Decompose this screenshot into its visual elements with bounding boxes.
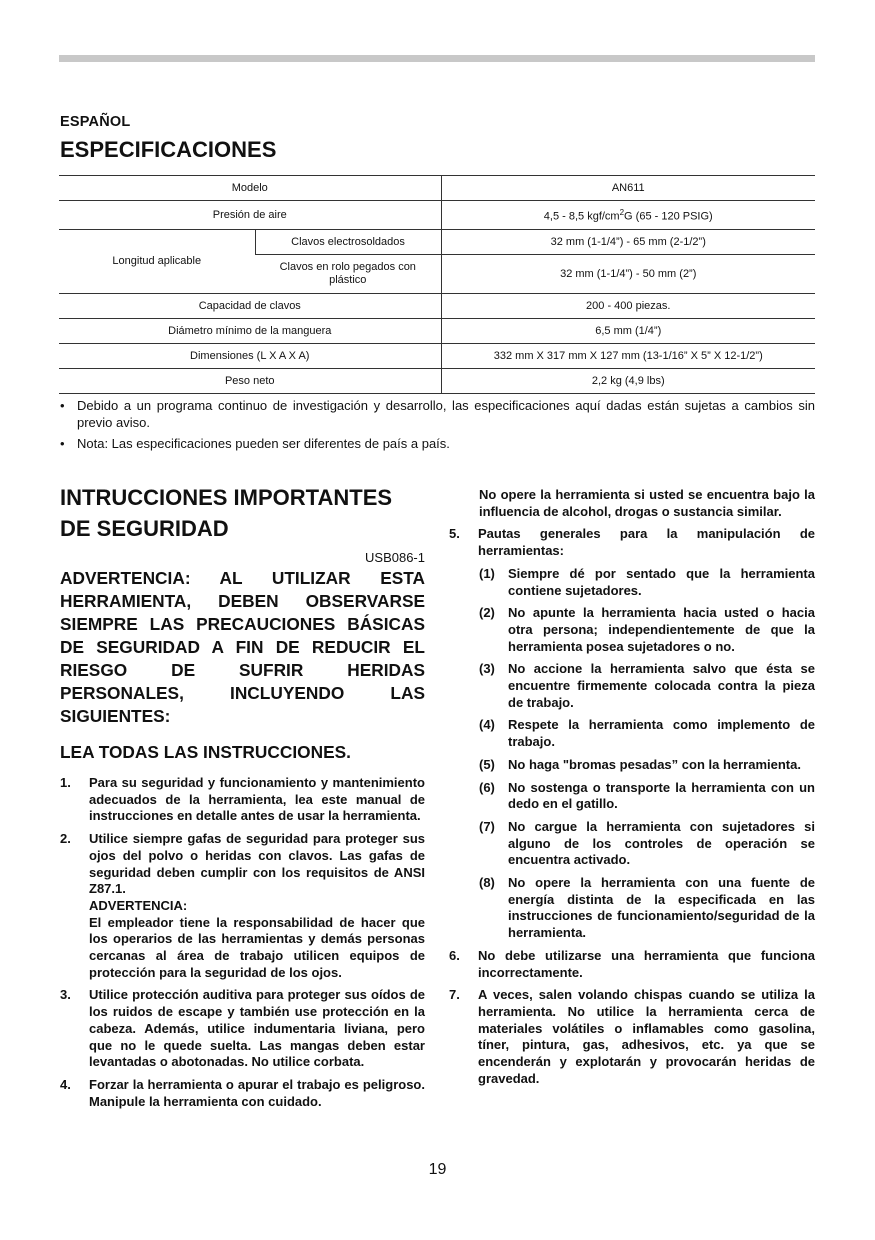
instruction-item-1 bbox=[60, 775, 425, 825]
item-text: Utilice siempre gafas de seguridad para proteger sus ojos del polvo o heridas con clavos. Las gafas de seguridad deben cumplir con los requisitos de ANSI Z87.1. bbox=[89, 831, 425, 897]
item-text: A veces, salen volando chispas cuando se utiliza la herramienta. No utilice la herramienta cerca de materiales volátiles o inflamables como gasolina, tíner, pintura, gas, adhesivos, etc. ya que se encenderán y explotarán y provocarán heridas de gravedad. bbox=[478, 987, 815, 1086]
item-number: 5. bbox=[449, 526, 460, 542]
sub-item-8 bbox=[449, 875, 815, 942]
item-warning-text: El empleador tiene la responsabilidad de hacer que los operarios de las herramientas y demás personas cercanas al área de trabajo utilicen equipos de protección para la seguridad de los ojos. bbox=[89, 914, 425, 980]
spec-label: Diámetro mínimo de la manguera bbox=[59, 319, 441, 344]
sub-item-number: (8) bbox=[479, 875, 495, 891]
spec-value: 32 mm (1-1/4”) - 50 mm (2”) bbox=[441, 255, 815, 294]
spec-label: Peso neto bbox=[59, 369, 441, 394]
item-text: Forzar la herramienta o apurar el trabajo es peligroso. Manipule la herramienta con cuidado. bbox=[89, 1076, 425, 1109]
pressure-superscript: 2 bbox=[619, 208, 625, 218]
page-number: 19 bbox=[428, 1161, 447, 1178]
spec-value: 200 - 400 piezas. bbox=[441, 294, 815, 319]
item-number: 7. bbox=[449, 987, 460, 1003]
spec-label: Modelo bbox=[59, 176, 441, 201]
right-column bbox=[449, 487, 815, 1094]
instruction-item-3 bbox=[60, 987, 425, 1071]
instruction-item-7 bbox=[449, 987, 815, 1087]
pressure-value-b: G (65 - 120 PSIG) bbox=[624, 210, 713, 223]
read-all-heading: LEA TODAS LAS INSTRUCCIONES. bbox=[60, 742, 351, 762]
sub-item-text: Respete la herramienta como implemento de trabajo. bbox=[508, 717, 815, 750]
sub-item-number: (1) bbox=[479, 565, 495, 581]
sub-item-6 bbox=[449, 780, 815, 813]
sub-item-2 bbox=[449, 605, 815, 655]
spec-row-pressure bbox=[59, 201, 815, 230]
sub-item-7 bbox=[449, 819, 815, 869]
warning-paragraph: ADVERTENCIA: AL UTILIZAR ESTA HERRAMIENTA, DEBEN OBSERVARSE SIEMPRE LAS PRECAUCIONES BÁSICAS DE SEGURIDAD A FIN DE REDUCIR EL RIESGO DE SUFRIR HERIDAS PERSONALES, INCLUYENDO LAS SIGUIENTES: bbox=[60, 568, 425, 726]
spec-value: 6,5 mm (1/4”) bbox=[441, 319, 815, 344]
note-text: Nota: Las especificaciones pueden ser diferentes de país a país. bbox=[77, 436, 450, 451]
specifications-title: ESPECIFICACIONES bbox=[60, 137, 277, 162]
spec-row-hose bbox=[59, 319, 815, 344]
sub-item-1 bbox=[449, 566, 815, 599]
instruction-item-4 bbox=[60, 1077, 425, 1110]
instruction-item-2 bbox=[60, 831, 425, 981]
spec-value: 32 mm (1-1/4”) - 65 mm (2-1/2”) bbox=[441, 230, 815, 255]
sub-item-text: No apunte la herramienta hacia usted o hacia otra persona; independientemente de que la herramienta posea sujetadores o no. bbox=[508, 605, 815, 654]
spec-row-dimensions bbox=[59, 344, 815, 369]
sub-item-number: (5) bbox=[479, 756, 495, 772]
sub-item-text: No sostenga o transporte la herramienta con un dedo en el gatillo. bbox=[508, 779, 815, 812]
spec-row-model bbox=[59, 176, 815, 201]
sub-item-number: (4) bbox=[479, 717, 495, 733]
item-warning-label: ADVERTENCIA: bbox=[89, 897, 188, 913]
sub-item-text: No opere la herramienta con una fuente de energía distinta de la especificada en las instrucciones de funcionamiento/seguridad de la herramienta. bbox=[508, 875, 815, 941]
sub-item-text: No haga "bromas pesadas” con la herramienta. bbox=[508, 756, 801, 772]
language-label: ESPAÑOL bbox=[60, 114, 131, 130]
safety-title-line2: DE SEGURIDAD bbox=[60, 516, 229, 541]
instruction-item-6 bbox=[449, 948, 815, 981]
spec-notes bbox=[59, 398, 815, 458]
spec-label: Dimensiones (L X A X A) bbox=[59, 344, 441, 369]
sub-item-number: (7) bbox=[479, 818, 495, 834]
item-number: 1. bbox=[60, 775, 71, 790]
note-text: Debido a un programa continuo de investigación y desarrollo, las especificaciones aquí dadas están sujetas a cambios sin previo aviso. bbox=[77, 398, 815, 430]
sub-item-text: Siempre dé por sentado que la herramienta contiene sujetadores. bbox=[508, 565, 815, 598]
spec-sublabel: Clavos en rolo pegados con plástico bbox=[255, 255, 441, 294]
item-text: Pautas generales para la manipulación de herramientas: bbox=[478, 526, 815, 559]
bullet-icon: • bbox=[60, 436, 65, 451]
spec-sublabel: Clavos electrosoldados bbox=[255, 230, 441, 255]
spec-row-weight bbox=[59, 369, 815, 394]
sub-item-number: (2) bbox=[479, 605, 495, 621]
sub-item-3 bbox=[449, 661, 815, 711]
spec-label: Presión de aire bbox=[59, 201, 441, 230]
bullet-icon: • bbox=[60, 398, 65, 413]
spec-label: Longitud aplicable bbox=[59, 230, 255, 294]
header-rule bbox=[59, 55, 815, 62]
safety-title-line1: INTRUCCIONES IMPORTANTES bbox=[60, 485, 393, 510]
left-column bbox=[60, 482, 425, 1116]
spec-row-length-1 bbox=[59, 230, 815, 255]
specifications-table bbox=[59, 175, 815, 394]
instruction-item-5 bbox=[449, 526, 815, 559]
spec-value: AN611 bbox=[441, 176, 815, 201]
document-code: USB086-1 bbox=[365, 550, 425, 565]
item-text: Utilice protección auditiva para proteger sus oídos de los ruidos de escape y también use protección en la cabeza. Además, utilice indumentaria liviana, pero que no le quede suelta. Las mangas deben estar levantadas o abotonadas. No utilice corbata. bbox=[89, 987, 425, 1070]
item-number: 3. bbox=[60, 987, 71, 1003]
instruction-item-4-continued: No opere la herramienta si usted se encuentra bajo la influencia de alcohol, drogas o sustancia similar. bbox=[479, 487, 815, 519]
item-text: Para su seguridad y funcionamiento y mantenimiento adecuados de la herramienta, lea este manual de instrucciones en detalle antes de usar la herramienta. bbox=[89, 775, 425, 824]
note-item bbox=[59, 398, 815, 431]
sub-item-number: (6) bbox=[479, 779, 495, 795]
sub-item-4 bbox=[449, 717, 815, 750]
sub-item-5 bbox=[449, 757, 815, 774]
spec-value: 2,2 kg (4,9 lbs) bbox=[441, 369, 815, 394]
sub-item-text: No accione la herramienta salvo que ésta se encuentre firmemente colocada contra la pieza de trabajo. bbox=[508, 661, 815, 710]
item-number: 6. bbox=[449, 947, 460, 963]
item-number: 2. bbox=[60, 831, 71, 847]
note-item bbox=[59, 436, 815, 453]
item-number: 4. bbox=[60, 1076, 71, 1092]
spec-label: Capacidad de clavos bbox=[59, 294, 441, 319]
pressure-value-a: 4,5 - 8,5 kgf/cm bbox=[543, 210, 620, 223]
sub-item-number: (3) bbox=[479, 661, 495, 677]
sub-item-text: No cargue la herramienta con sujetadores si alguno de los controles de operación se encuentra activado. bbox=[508, 818, 815, 868]
safety-title bbox=[60, 482, 425, 544]
spec-value: 332 mm X 317 mm X 127 mm (13-1/16” X 5” X 12-1/2”) bbox=[441, 344, 815, 369]
spec-value bbox=[441, 201, 815, 230]
item-text: No debe utilizarse una herramienta que funciona incorrectamente. bbox=[478, 947, 815, 980]
spec-row-capacity bbox=[59, 294, 815, 319]
